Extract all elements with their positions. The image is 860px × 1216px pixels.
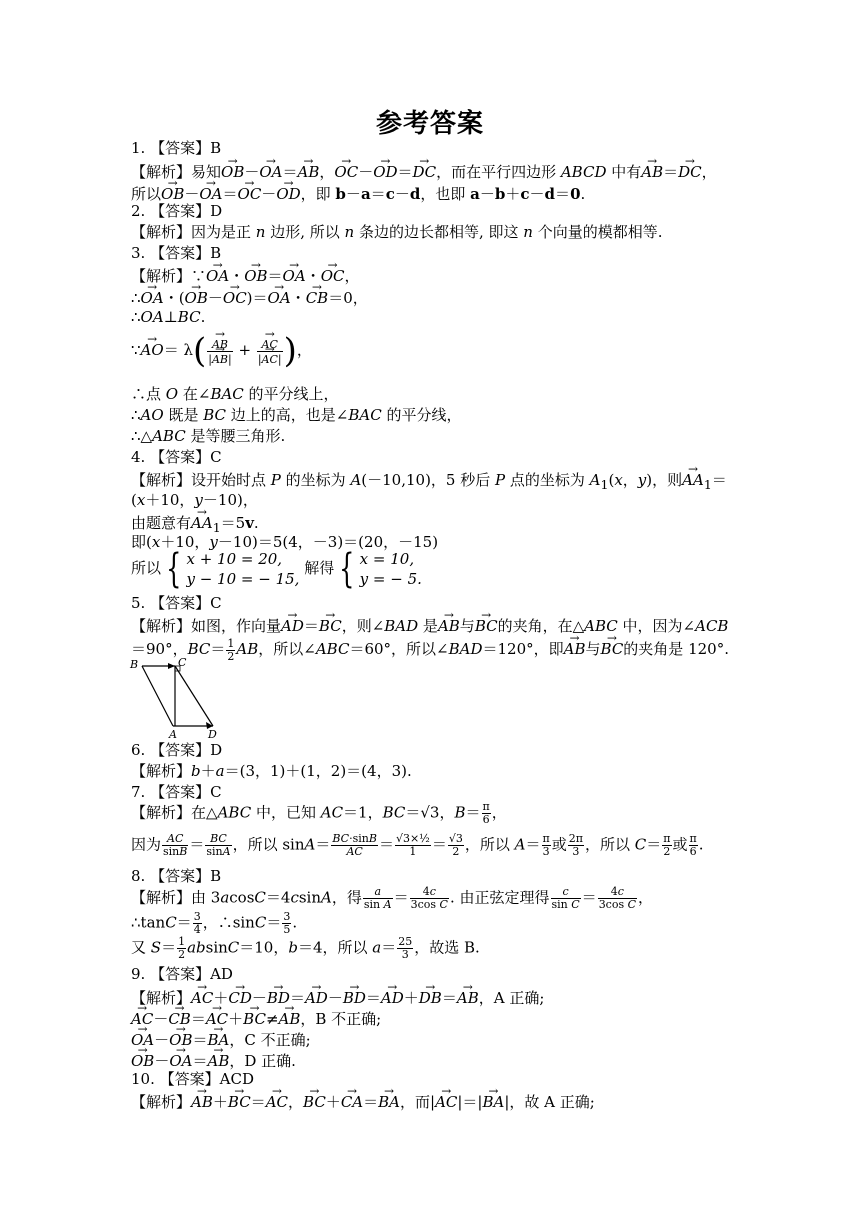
page-title: 参考答案 [375,109,484,139]
answer-line-10: 10. 【答案】ACD [131,1070,254,1088]
analysis-8b: ∴tanC＝ $\frac{3}{4}$ ，∴sinC＝ $\frac{3}{5}$ . [131,910,298,936]
analysis-2: 【解析】因为是正 n 边形, 所以 n 条边的边长都相等, 即这 n 个向量的模都相等. [131,223,663,241]
analysis-3a: 【解析】∵→ OA・→ OB＝→ OA・→ OC， [131,264,359,286]
analysis-7b: 因为 $\frac{AC}{\sin B}$ ＝ $\frac{BC}{\sin A}$ ，所以 sinA＝ $\frac{BC\cdot\sin B}{AC}$ ＝ $\frac{\text{√3×½}}{1}$ ＝ $\frac{√3}{2}$ ，所以 A＝ $\frac{\pi}{3}$ 或 $\frac{2\pi}{3}$ ，所以 C＝ $\frac{\pi}{2}$ 或 $\frac{\pi}{6}$ . [131,832,704,858]
answer-line-3: 3. 【答案】B [131,244,222,262]
parallelogram-figure [128,658,228,740]
analysis-8a: 【解析】由 3acosC＝4csinA，得 $\frac{a}{\text{sin A}}$ ＝ $\frac{4c}{\text{3cos C}}$ . 由正弦定理得 $\frac{c}{\text{sin C}}$ ＝ $\frac{4c}{\text{3cos C}}$ ， [131,885,654,911]
analysis-8c: 又 S＝ $\frac{1}{2}$ absinC＝10，b＝4，所以 a＝ $\frac{25}{3}$ ，故选 B. [131,935,480,961]
answer-line-6: 6. 【答案】D [131,741,223,759]
analysis-7a: 【解析】在△ABC 中，已知 AC＝1，BC＝√3，B＝ $\frac{\pi}{6}$ ， [131,800,507,826]
svg-text:C: C [178,658,187,669]
svg-text:B: B [130,658,139,671]
answer-line-4: 4. 【答案】C [131,448,222,466]
answer-line-5: 5. 【答案】C [131,594,222,612]
answer-line-9: 9. 【答案】AD [131,965,233,983]
analysis-5a: 【解析】如图，作向量→ AD＝→ BC，则∠BAD 是→ AB与→ BC的夹角，在△ABC 中，因为∠ACB [131,614,728,636]
answer-line-2: 2. 【答案】D [131,202,223,220]
analysis-4b: (x＋10，y－10)， [131,491,258,509]
analysis-10a: 【解析】→ AB＋→ BC＝→ AC，→ BC＋→ CA＝→ BA，而|→ AC|＝|→ BA|，故 A 正确; [131,1090,595,1112]
answer-line-7: 7. 【答案】C [131,783,222,801]
answer-line-1: 1. 【答案】B [131,139,222,157]
analysis-9d: → OB－→ OA＝→ AB，D 正确. [131,1049,296,1071]
analysis-3g: ∴△ABC 是等腰三角形. [131,427,286,445]
analysis-3c: ∴OA⊥BC. [131,308,206,326]
analysis-9b: → AC－→ CB＝→ AC＋→ BC≠→ AB，B 不正确; [131,1007,381,1029]
analysis-4d: 即(x＋10，y－10)＝5(4，－3)＝(20，－15) [131,533,439,551]
analysis-3b: ∴→ OA・(→ OB－→ OC)＝→ OA・→ CB＝0， [131,286,368,308]
answer-line-8: 8. 【答案】B [131,867,222,885]
analysis-9c: → OA－→ OB＝→ BA，C 不正确; [131,1028,311,1050]
analysis-1b: 所以→ OB－→ OA＝→ OC－→ OD，即 b－a＝c－d，也即 a－b＋c－d＝0. [131,182,585,204]
svg-text:A: A [169,728,177,740]
analysis-1a: 【解析】易知→ OB－→ OA＝→ AB，→ OC－→ OD＝→ DC，而在平行四边形 ABCD 中有→ AB＝→ DC， [131,160,717,182]
analysis-4a: 【解析】设开始时点 P 的坐标为 A(－10,10)，5 秒后 P 点的坐标为 $A_1(x$，y)，则→ $AA_1=$ [131,468,727,495]
analysis-4e: 所以 { x + 10 = 20, y − 10 = − 15, 解得 { x = 10, y = − 5. [131,546,422,592]
analysis-5b: ＝90°，BC＝ $\frac{1}{2}$ AB，所以∠ABC＝60°，所以∠BAD＝120°，即→ AB与→ BC的夹角是 120°. [131,637,729,663]
analysis-9a: 【解析】→ AC＋→ CD－→ BD＝→ AD－→ BD＝→ AD＋→ DB＝→ AB，A 正确; [131,986,544,1008]
analysis-3e: ∴点 O 在∠BAC 的平分线上， [131,385,339,403]
analysis-3d: ∵→ AO＝ λ( → $\frac{AB}{|\to AB|}$ + → $\frac{AC}{|\to AC|}$ )， [131,330,312,369]
analysis-6: 【解析】b＋a＝(3，1)＋(1，2)＝(4，3). [131,762,412,780]
analysis-4c: 由题意有→ $AA_1=5v$. [131,511,259,538]
svg-text:D: D [208,728,217,740]
analysis-3f: ∴AO 既是 BC 边上的高，也是∠BAC 的平分线， [131,406,462,424]
